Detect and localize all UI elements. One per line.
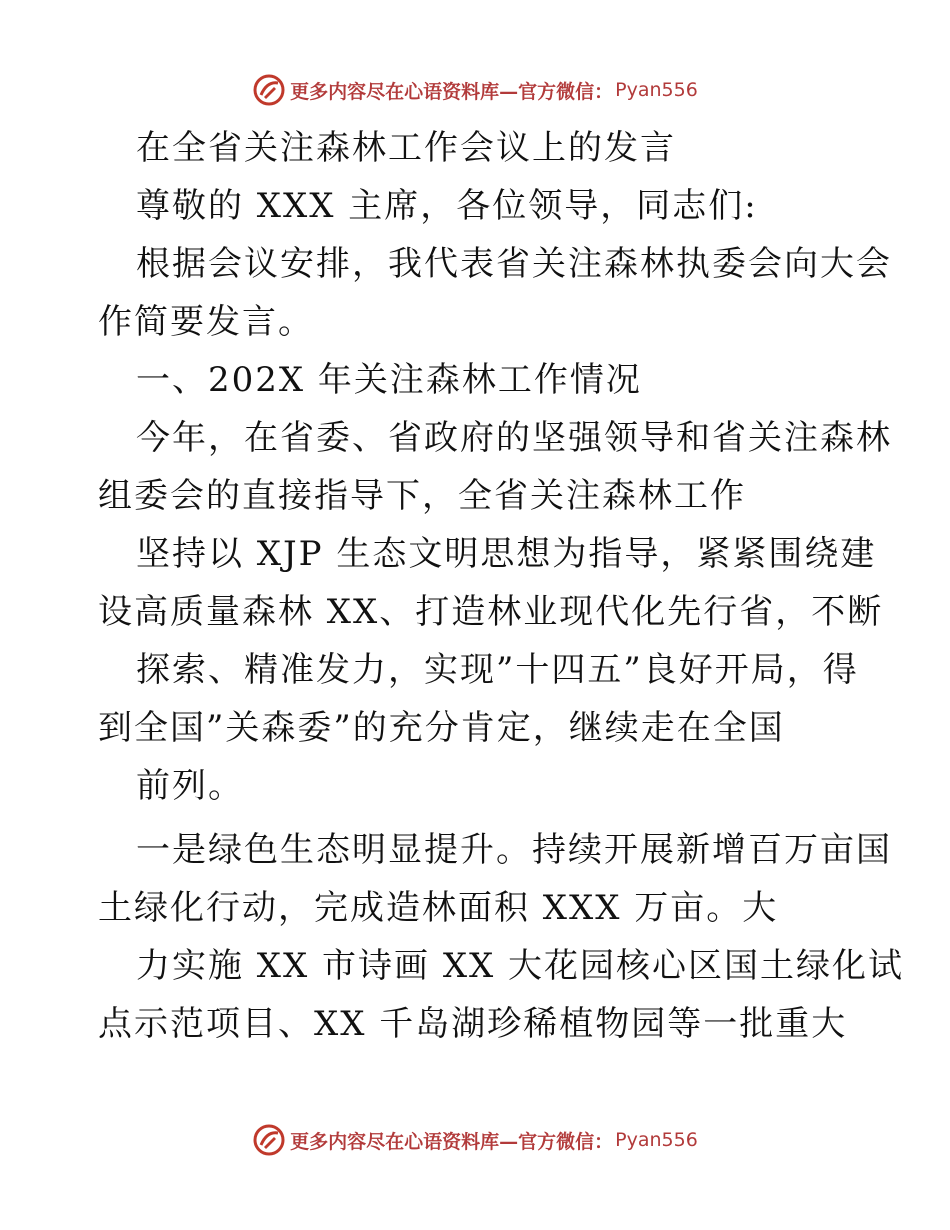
paragraph-line: 组委会的直接指导下，全省关注森林工作 <box>98 476 746 516</box>
paragraph-line: 探索、精准发力，实现”十四五”良好开局，得 <box>136 650 859 690</box>
paragraph-line: 根据会议安排，我代表省关注森林执委会向大会 <box>136 244 892 284</box>
red-pen-swirl-icon <box>252 73 286 107</box>
footer-banner <box>0 1122 950 1158</box>
paragraph-line: 力实施 XX 市诗画 XX 大花园核心区国土绿化试 <box>136 946 905 986</box>
paragraph-line: 土绿化行动，完成造林面积 XXX 万亩。大 <box>98 888 779 928</box>
banner-handle: Pyan556 <box>615 79 698 101</box>
banner-text: 更多内容尽在心语资料库—官方微信： <box>290 1130 614 1153</box>
doc-title: 在全省关注森林工作会议上的发言 <box>136 128 676 168</box>
salutation: 尊敬的 XXX 主席，各位领导，同志们: <box>136 186 758 226</box>
paragraph-line: 点示范项目、XX 千岛湖珍稀植物园等一批重大 <box>98 1004 848 1044</box>
paragraph-line: 一是绿色生态明显提升。持续开展新增百万亩国 <box>136 830 892 870</box>
banner-text: 更多内容尽在心语资料库—官方微信： <box>290 80 614 103</box>
paragraph-line: 作简要发言。 <box>98 302 314 342</box>
paragraph-line: 到全国”关森委”的充分肯定，继续走在全国 <box>98 708 785 748</box>
paragraph-line: 坚持以 XJP 生态文明思想为指导，紧紧围绕建 <box>136 534 877 574</box>
paragraph-line: 前列。 <box>136 766 244 806</box>
red-pen-swirl-icon <box>252 1123 286 1157</box>
header-banner <box>0 72 950 108</box>
section-heading: 一、202X 年关注森林工作情况 <box>136 360 642 400</box>
banner-handle: Pyan556 <box>615 1129 698 1151</box>
paragraph-line: 设高质量森林 XX、打造林业现代化先行省，不断 <box>98 592 884 632</box>
paragraph-line: 今年，在省委、省政府的坚强领导和省关注森林 <box>136 418 892 458</box>
